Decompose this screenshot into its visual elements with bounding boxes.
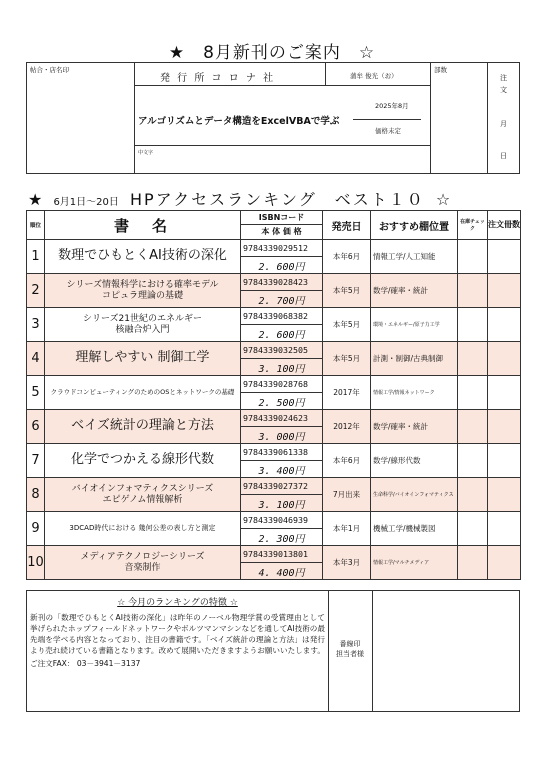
- isbn-code: 9784339046939: [241, 512, 323, 529]
- col-shelf: おすすめ棚位置: [371, 211, 458, 240]
- isbn-code: 9784339024623: [241, 410, 323, 427]
- release-date: 本年3月: [323, 546, 371, 580]
- book-price: 3. 000円: [241, 427, 323, 444]
- store-stamp-area: [27, 63, 135, 173]
- table-row: [27, 410, 521, 427]
- side-label: 注: [500, 74, 507, 82]
- isbn-code: 9784339068382: [241, 308, 323, 325]
- release-date: 本年6月: [323, 444, 371, 478]
- release-date: 本年5月: [323, 342, 371, 376]
- shelf-location: 環境・エネルギー/原子力工学: [371, 308, 458, 342]
- book-title-line1: シリーズ情報科学における確率モデル: [66, 280, 219, 291]
- release-date: 本年1月: [323, 512, 371, 546]
- book-title-line1: バイオインフォマティクスシリーズ: [71, 484, 214, 495]
- book-title-line1: 数理でひもとくAI技術の深化: [58, 248, 227, 264]
- pub-date: 2025年8月: [375, 102, 409, 110]
- staff-label: 担当者様: [336, 650, 364, 658]
- stock-check-cell[interactable]: [458, 274, 488, 308]
- book-price: 2. 600円: [241, 257, 323, 274]
- book-title-cell: [45, 478, 241, 512]
- isbn-code: 9784339027372: [241, 478, 323, 495]
- shelf-location: 情報工学/人工知能: [371, 240, 458, 274]
- order-quantity-cell[interactable]: [488, 410, 521, 444]
- isbn-code: 9784339028768: [241, 376, 323, 393]
- book-title-line2: 核融合炉入門: [115, 324, 170, 335]
- isbn-code: 9784339061338: [241, 444, 323, 461]
- book-price: 2. 300円: [241, 529, 323, 546]
- table-row: [27, 444, 521, 461]
- book-title-line2: コピュラ理論の基礎: [101, 290, 183, 301]
- ref-label: 中文字: [138, 150, 154, 156]
- isbn-code: 9784339028423: [241, 274, 323, 291]
- stock-check-cell[interactable]: [458, 240, 488, 274]
- rank-number: 3: [27, 308, 45, 342]
- shelf-location: 生命科学/バイオインフォマティクス: [371, 478, 458, 512]
- table-row: [27, 512, 521, 529]
- book-title: アルゴリズムとデータ構造をExcelVBAで学ぶ: [138, 116, 340, 127]
- isbn-code: 9784339029512: [241, 240, 323, 257]
- rank-number: 7: [27, 444, 45, 478]
- shelf-location: 数学/線形代数: [371, 444, 458, 478]
- fax-number: ご注文FAX： 03－3941－3137: [30, 659, 141, 668]
- order-quantity-cell[interactable]: [488, 274, 521, 308]
- copies-area: [430, 63, 488, 173]
- star-outline-icon: ☆: [435, 190, 451, 209]
- stock-check-cell[interactable]: [458, 512, 488, 546]
- book-price: 2. 700円: [241, 291, 323, 308]
- book-title-cell: [45, 274, 241, 308]
- book-title-line2: 音楽制作: [124, 562, 161, 573]
- col-book-name: 書 名: [45, 211, 241, 240]
- stock-check-cell[interactable]: [458, 546, 488, 580]
- book-price: 3. 400円: [241, 461, 323, 478]
- col-rank: 順位: [27, 211, 45, 240]
- table-header-row: [27, 211, 521, 240]
- col-check: 在庫チェック: [458, 211, 488, 240]
- stamp-area: [372, 591, 519, 711]
- order-quantity-cell[interactable]: [488, 308, 521, 342]
- stamp-label-area: [328, 591, 373, 711]
- feature-box: [26, 590, 520, 712]
- book-title-line1: ベイズ統計の理論と方法: [71, 418, 214, 434]
- shelf-location: 情報工学/マルチメディア: [371, 546, 458, 580]
- table-row: [27, 274, 521, 291]
- release-date: 2012年: [323, 410, 371, 444]
- book-title-cell: [45, 342, 241, 376]
- book-title-line1: 理解しやすい 制御工学: [75, 350, 210, 366]
- publisher: 発 行 所 コ ロ ナ 社: [160, 73, 276, 84]
- order-quantity-cell[interactable]: [488, 512, 521, 546]
- rank-number: 1: [27, 240, 45, 274]
- col-price: 本 体 価 格: [261, 227, 302, 236]
- ranking-heading: HPアクセスランキング ベスト１０: [129, 190, 425, 209]
- table-row: [27, 308, 521, 325]
- book-title-cell: [45, 308, 241, 342]
- rank-number: 6: [27, 410, 45, 444]
- book-title-line1: シリーズ21世紀のエネルギー: [82, 314, 202, 325]
- stock-check-cell[interactable]: [458, 444, 488, 478]
- order-date-area: [488, 63, 519, 173]
- col-isbn: ISBNコード: [241, 211, 322, 225]
- book-price: 2. 600円: [241, 325, 323, 342]
- isbn-code: 9784339013801: [241, 546, 323, 563]
- star-icon: ★: [28, 190, 43, 209]
- rank-number: 10: [27, 546, 45, 580]
- order-form: [26, 62, 520, 174]
- ranking-title: [28, 187, 528, 210]
- order-quantity-cell[interactable]: [488, 444, 521, 478]
- release-date: 本年5月: [323, 274, 371, 308]
- book-title-cell: [45, 410, 241, 444]
- shelf-location: 数学/確率・統計: [371, 274, 458, 308]
- rank-number: 8: [27, 478, 45, 512]
- rank-number: 2: [27, 274, 45, 308]
- book-title-line1: 化学でつかえる線形代数: [70, 452, 214, 468]
- order-quantity-cell[interactable]: [488, 376, 521, 410]
- rank-number: 4: [27, 342, 45, 376]
- copies-label: 部数: [434, 66, 447, 74]
- shelf-location: 機械工学/機械製図: [371, 512, 458, 546]
- stock-check-cell[interactable]: [458, 478, 488, 512]
- shelf-location: 数学/確率・統計: [371, 410, 458, 444]
- author: 蒲牟 俊光（お）: [350, 72, 398, 80]
- isbn-code: 9784339032505: [241, 342, 323, 359]
- release-date: 7月出来: [323, 478, 371, 512]
- stock-check-cell[interactable]: [458, 376, 488, 410]
- store-label: 帖合・店名印: [30, 66, 69, 74]
- shelf-location: 計測・制御/古典制御: [371, 342, 458, 376]
- feature-text-area: [27, 591, 329, 711]
- book-title-line2: エピゲノム情報解析: [102, 494, 183, 505]
- release-date: 2017年: [323, 376, 371, 410]
- book-price: 4. 400円: [241, 563, 323, 580]
- table-row: [27, 546, 521, 563]
- table-row: [27, 240, 521, 257]
- rank-number: 5: [27, 376, 45, 410]
- col-isbn-price: [241, 211, 323, 240]
- col-release: 発売日: [323, 211, 371, 240]
- order-quantity-cell[interactable]: [488, 342, 521, 376]
- col-order: 注文冊数: [488, 211, 521, 240]
- book-price: 3. 100円: [241, 495, 323, 512]
- feature-heading: ☆ 今月のランキングの特徴 ☆: [117, 598, 238, 608]
- feature-body: 新刊の「数理でひもとくAI技術の深化」は昨年のノーベル物理学賞の受賞理由として挙げられたホップフィールドネットワークやボルツマンマシンなどを通してAI技術の最先端を学べる内容となっており、注目の書籍です。「ベイズ統計の理論と方法」は発行より売れ続けている書籍となります。改めて展開いただきますようお願いいたします。: [30, 613, 325, 655]
- side-label: 月: [500, 120, 507, 128]
- table-row: [27, 342, 521, 359]
- table-row: [27, 478, 521, 495]
- book-info-area: [135, 63, 430, 173]
- price-status: 価格未定: [375, 127, 401, 135]
- ranking-table: [26, 210, 521, 580]
- release-date: 本年5月: [323, 308, 371, 342]
- ranking-period: 6月1日～20日: [53, 197, 119, 208]
- book-title-line1: 3DCAD時代における 幾何公差の表し方と測定: [69, 524, 216, 533]
- book-title-cell: [45, 444, 241, 478]
- stock-check-cell[interactable]: [458, 410, 488, 444]
- book-title-line1: クラウドコンピューティングのためのOSとネットワークの基礎: [50, 387, 235, 396]
- stock-check-cell[interactable]: [458, 308, 488, 342]
- stock-check-cell[interactable]: [458, 342, 488, 376]
- order-quantity-cell[interactable]: [488, 240, 521, 274]
- table-row: [27, 376, 521, 393]
- book-title-cell: [45, 512, 241, 546]
- book-price: 3. 100円: [241, 359, 323, 376]
- order-quantity-cell[interactable]: [488, 478, 521, 512]
- book-title-cell: [45, 546, 241, 580]
- rank-number: 9: [27, 512, 45, 546]
- side-label: 文: [500, 86, 507, 94]
- order-quantity-cell[interactable]: [488, 546, 521, 580]
- page-title: ★ 8月新刊のご案内 ☆: [168, 43, 376, 63]
- shelf-location: 情報工学/情報ネットワーク: [371, 376, 458, 410]
- book-price: 2. 500円: [241, 393, 323, 410]
- side-label: 日: [500, 152, 507, 160]
- book-title-line1: メディアテクノロジーシリーズ: [80, 552, 205, 563]
- release-date: 本年6月: [323, 240, 371, 274]
- book-title-cell: [45, 376, 241, 410]
- stamp-label: 番線印: [339, 640, 361, 648]
- book-title-cell: [45, 240, 241, 274]
